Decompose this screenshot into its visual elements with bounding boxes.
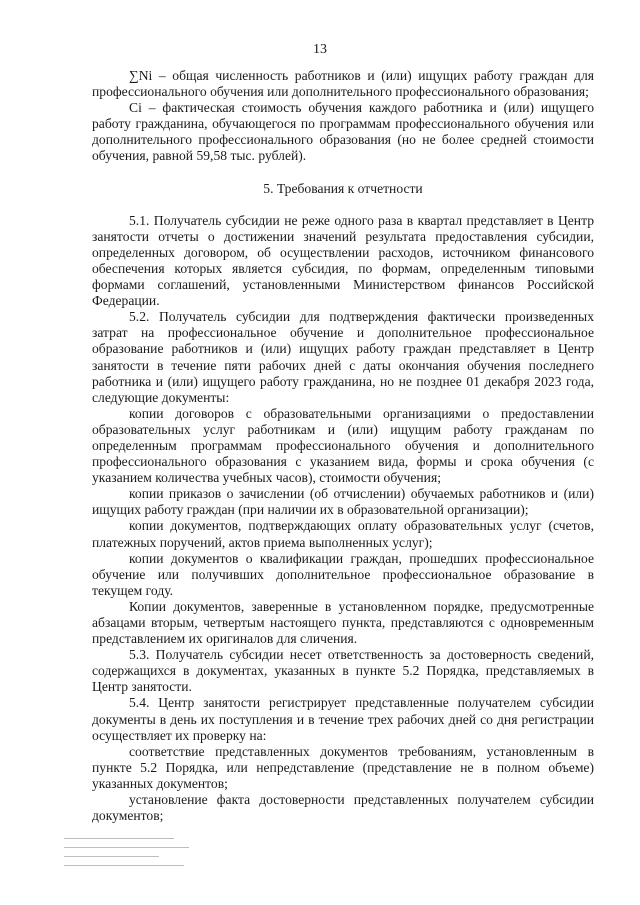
list-item-orders: копии приказов о зачислении (об отчислении) обучаемых работников и (или) ищущих работу граждан (при наличии их в образовательной организации); <box>92 486 594 518</box>
paragraph-sum-definition: ∑Ni – общая численность работников и (или) ищущих работу граждан для профессионального обучения или дополнительного профессионального образования; <box>92 68 594 100</box>
list-item-payments: копии документов, подтверждающих оплату образовательных услуг (счетов, платежных поручений, актов приема выполненных услуг); <box>92 518 594 550</box>
list-item-contracts: копии договоров с образовательными организациями о предоставлении образовательных услуг работникам и (или) ищущим работу гражданам по определенным программам профессионального обучения и дополнительного профессионального образования с указанием вида, формы и срока обучения (с указанием количества учебных часов), стоимости обучения; <box>92 405 594 486</box>
paragraph-5-4: 5.4. Центр занятости регистрирует представленные получателем субсидии документы в день их поступления и в течение трех рабочих дней со дня регистрации осуществляет их проверку на: <box>92 695 594 743</box>
section-heading: 5. Требования к отчетности <box>263 180 423 196</box>
paragraph-5-2: 5.2. Получатель субсидии для подтверждения фактически произведенных затрат на профессиональное обучение и дополнительное профессиональное образование работников и (или) ищущих работу граждан представляет в Центр занятости в течение пяти рабочих дней с даты окончания обучения последнего работника и (или) ищущего работу гражданина, но не позднее 01 декабря 2023 года, следующие документы: <box>92 309 594 405</box>
paragraph-5-1: 5.1. Получатель субсидии не реже одного раза в квартал представляет в Центр занятости отчеты о достижении значений результата предоставления субсидии, определенных договором, об осуществлении расходов, источником финансового обеспечения которых является субсидия, по формам, определенным типовыми формами соглашений, установленными Министерством финансов Российской Федерации. <box>92 212 594 309</box>
list-item-qualifications: копии документов о квалификации граждан, прошедших профессиональное обучение или получивших дополнительное профессиональное образование в текущем году. <box>92 550 594 598</box>
list-item-authenticity: установление факта достоверности представленных получателем субсидии документов; <box>92 792 594 824</box>
paragraph-cost-definition: Ci – фактическая стоимость обучения каждого работника и (или) ищущего работу гражданина, обучающегося по программам профессионального обучения или дополнительного профессионального образования (но не более средней стоимости обучения, равной 59,58 тыс. рублей). <box>92 100 594 164</box>
document-body <box>92 68 594 824</box>
paragraph-copies: Копии документов, заверенные в установленном порядке, предусмотренные абзацами вторым, четвертым настоящего пункта, представляются с одновременным представлением их оригиналов для сличения. <box>92 598 594 647</box>
list-item-compliance: соответствие представленных документов требованиям, установленным в пункте 5.2 Порядка, или непредставление (представление не в полном объеме) указанных документов; <box>92 743 594 791</box>
page-number: 13 <box>313 42 327 57</box>
paragraph-5-3: 5.3. Получатель субсидии несет ответственность за достоверность сведений, содержащихся в документах, указанных в пункте 5.2 Порядка, представляемых в Центр занятости. <box>92 647 594 695</box>
faint-stamp-mark <box>64 838 194 888</box>
